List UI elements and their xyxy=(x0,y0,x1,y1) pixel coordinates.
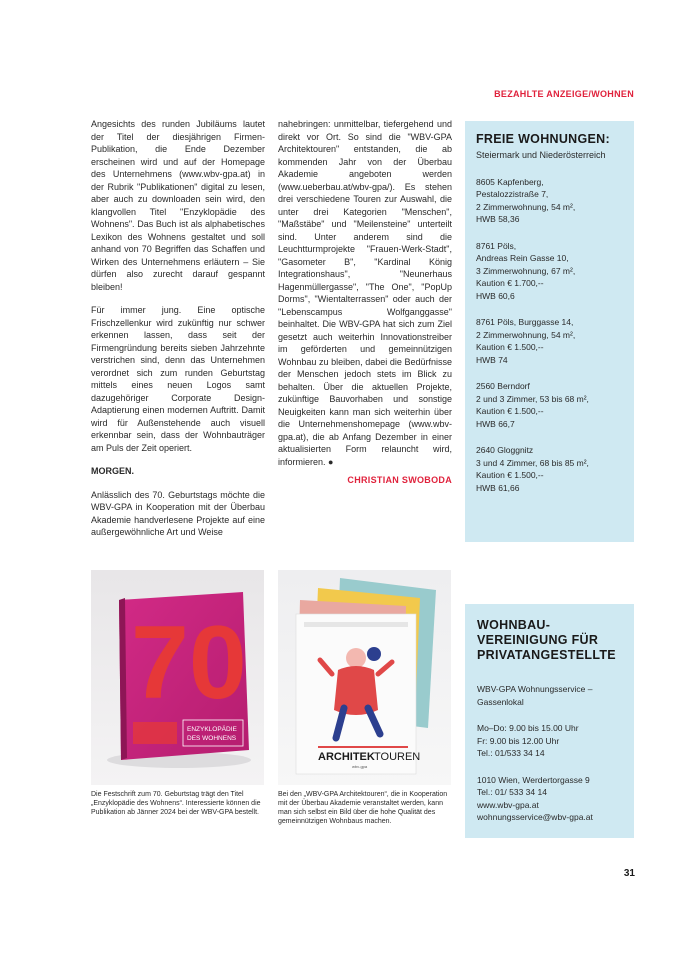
available-apartments-box xyxy=(465,121,634,542)
author-byline: CHRISTIAN SWOBODA xyxy=(347,475,452,485)
section-tag: BEZAHLTE ANZEIGE/WOHNEN xyxy=(494,89,634,99)
book-number: 70 xyxy=(131,605,247,721)
contact-group: Mo–Do: 9.00 bis 15.00 Uhr Fr: 9.00 bis 12.00 Uhr Tel.: 01/533 34 14 xyxy=(477,723,579,758)
article-column-2 xyxy=(278,118,452,487)
contact-group: 1010 Wien, Werdertorgasse 9 Tel.: 01/ 533 34 14 www.wbv-gpa.at wohnungsservice@wbv-gpa.at xyxy=(477,774,622,824)
listing: 2560 Berndorf 2 und 3 Zimmer, 53 bis 68 m², Kaution € 1.500,-- HWB 66,7 xyxy=(476,381,589,429)
contact-title: WOHNBAU-VEREINIGUNG FÜR PRIVATANGESTELLTE xyxy=(477,618,616,662)
brochure-small-label: wbv-gpa xyxy=(352,764,368,769)
listing: 8761 Pöls, Andreas Rein Gasse 10, 3 Zimmerwohnung, 67 m², Kaution € 1.700,-- HWB 60,6 xyxy=(476,240,576,301)
brochure-caption: Bei den „WBV-GPA Architektouren“, die in Kooperation mit der Überbau Akademie veranstaltet werden, kann man sich selbst ein Bild über die hohe Qualität des gemeinnützigen Wohnbaus machen. xyxy=(278,791,448,825)
listing: 2640 Gloggnitz 3 und 4 Zimmer, 68 bis 85 m², Kaution € 1.500,-- HWB 61,66 xyxy=(476,445,589,493)
paragraph: Für immer jung. Eine optische Frischzellenkur wird zukünftig nur schwer erkennen lassen, dass seit der Firmengründung bereits sieben Jahrzehnte verstrichen sind, denn das Unternehmen verordnet sich zum runden Geburtstag mittels eines neuen Logos samt dazugehöriger Corporate Design-Adaptierung einen modernen Auftritt. Damit wird für Außenstehende auch visuell erkennbar sein, dass der Wohnbauträger am Puls der Zeit operiert. xyxy=(91,305,265,453)
brochure-title-b: TOUREN xyxy=(374,751,421,763)
listing: 8761 Pöls, Burggasse 14, 2 Zimmerwohnung, 54 m², Kaution € 1.500,-- HWB 74 xyxy=(476,317,576,365)
paragraph: nahebringen: unmittelbar, tiefergehend und direkt vor Ort. So sind die "WBV-GPA Architektouren" entstanden, die ab kommenden Jahr von der Überbau Akademie angeboten werden (www.ueberbau.at/wbv-gpa/). Es stehen drei verschiedene Touren zur Auswahl, die unter drei Kategorien "Menschen", "Maßstäbe" und "Meilensteine" unterteilt sind. Unter anderem sind die Leuchtturmprojekte "Frauen-Werk-Stadt", "Gasometer B", "Kardinal König Integrationshaus", "Neunerhaus Hagenmüllergasse", "The One", "PopUp Dorms", "Wientalterrassen" oder auch der "Lebenscampus Wolfganggasse" beinhaltet. Die WBV-GPA hat sich zum Ziel gesetzt auch weiterhin Innovationstreiber im geförderten und gemeinnützigen Wohnbau zu bleiben, dabei die Bedürfnisse der Menschen jedoch stets im Blick zu behalten. Über die aktuellen Projekte, zukünftige Bauvorhaben und sonstige Neuigkeiten kann man sich weiterhin über die Unternehmenshomepage (www.wbv-gpa.at), die ab Anfang Dezember in einer aktualisierten Form relauncht wird, informieren. ● xyxy=(278,119,452,467)
book-caption: Die Festschrift zum 70. Geburtstag trägt den Titel „Enzyklopädie des Wohnens“. Interessierte können die Publikation ab Jänner 2024 bei der WBV-GPA bestellt. xyxy=(91,791,261,816)
email-link[interactable]: wohnungsservice@wbv-gpa.at xyxy=(477,812,593,822)
contact-box xyxy=(465,604,634,838)
book-title-2: DES WOHNENS xyxy=(187,735,237,742)
website-link[interactable]: www.wbv-gpa.at xyxy=(477,799,539,810)
brochure-illustration xyxy=(278,570,451,785)
page-number: 31 xyxy=(623,868,635,879)
subheading: MORGEN. xyxy=(91,466,135,476)
paragraph: Angesichts des runden Jubiläums lautet der Titel der diesjährigen Firmen-Publikation, die Ende Dezember erscheinen wird und auf der Homepage des Unternehmens (www.wbv-gpa.at) in der Rubrik "Publikationen" digital zu lesen, aber auch zu downloaden sein wird, den klangvollen Titel "Enzyklopädie des Wohnens". Das Buch ist als alphabetisches Lexikon des Wohnens gestaltet und soll anhand von 70 Begriffen das Schaffen und Wirken des Unternehmens erläutern – Sie dürfen also zurecht darauf gespannt bleiben! xyxy=(91,119,265,292)
brochure-title-a: ARCHITEK xyxy=(318,751,375,763)
book-cover-image xyxy=(91,570,264,785)
listing: 8605 Kapfenberg, Pestalozzistraße 7, 2 Zimmerwohnung, 54 m², HWB 58,36 xyxy=(476,176,576,224)
apartments-title: FREIE WOHNUNGEN: xyxy=(476,132,610,146)
apartments-subtitle: Steiermark und Niederösterreich xyxy=(476,150,606,160)
brochure-image xyxy=(278,570,451,785)
book-title-1: ENZYKLOPÄDIE xyxy=(187,726,237,733)
paragraph: Anlässlich des 70. Geburtstags möchte die WBV-GPA in Kooperation mit der Überbau Akademie handverlesene Projekte auf eine außergewöhnliche Art und Weise xyxy=(91,489,265,537)
article-column-1 xyxy=(91,118,265,550)
contact-group: WBV-GPA Wohnungsservice – Gassenlokal xyxy=(477,684,593,707)
book-illustration xyxy=(91,570,264,785)
